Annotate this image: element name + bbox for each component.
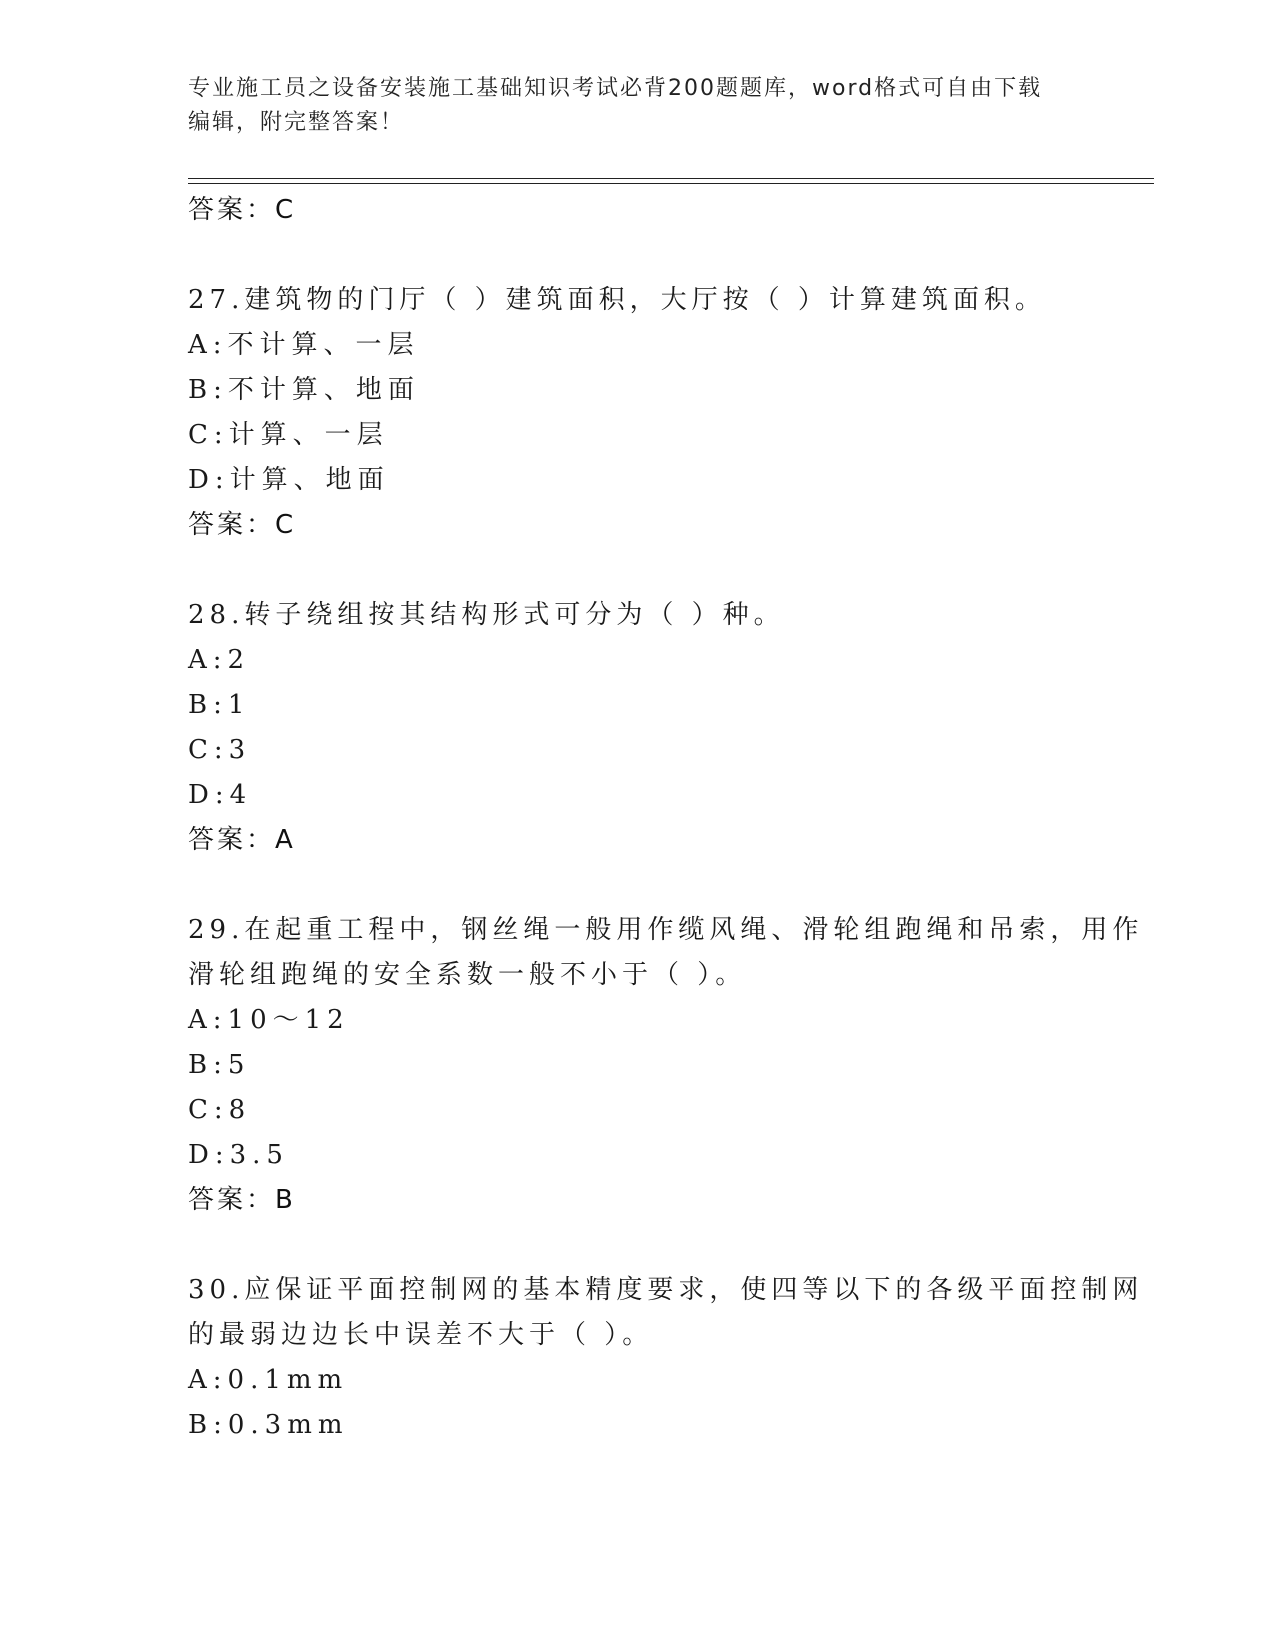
- header-title-line-1: 专业施工员之设备安装施工基础知识考试必背200题题库，word格式可自由下载: [188, 76, 1043, 101]
- question-29-stem-line-2: 滑轮组跑绳的安全系数一般不小于（ ）。: [188, 960, 747, 990]
- question-29-option-c: C:8: [188, 1095, 252, 1125]
- question-27-answer: 答案：C: [188, 510, 297, 540]
- header-rule-bottom: [188, 183, 1154, 184]
- question-30-stem-line-1: 30.应保证平面控制网的基本精度要求，使四等以下的各级平面控制网: [188, 1275, 1144, 1305]
- question-28-option-c: C:3: [188, 735, 252, 765]
- question-27-option-d: D:计算、地面: [188, 465, 390, 495]
- question-29-option-d: D:3.5: [188, 1140, 289, 1170]
- question-28-option-d: D:4: [188, 780, 253, 810]
- question-27-option-b: B:不计算、地面: [188, 375, 420, 405]
- question-29-answer: 答案：B: [188, 1185, 296, 1215]
- question-27-option-c: C:计算、一层: [188, 420, 389, 450]
- question-27-stem: 27.建筑物的门厅（ ）建筑面积，大厅按（ ）计算建筑面积。: [188, 285, 1046, 315]
- question-29-stem-line-1: 29.在起重工程中，钢丝绳一般用作缆风绳、滑轮组跑绳和吊索，用作: [188, 915, 1144, 945]
- question-30-stem-line-2: 的最弱边边长中误差不大于（ ）。: [188, 1320, 654, 1350]
- page-header: [188, 72, 1068, 140]
- question-29-option-b: B:5: [188, 1050, 251, 1080]
- question-28-answer: 答案：A: [188, 825, 296, 855]
- question-28-option-a: A:2: [188, 645, 251, 675]
- question-28-stem: 28.转子绕组按其结构形式可分为（ ）种。: [188, 600, 785, 630]
- question-29-option-a: A:10～12: [188, 1005, 350, 1035]
- question-30-option-a: A:0.1mm: [188, 1365, 349, 1395]
- header-rule-top: [188, 178, 1154, 179]
- question-30-option-b: B:0.3mm: [188, 1410, 349, 1440]
- question-27-option-a: A:不计算、一层: [188, 330, 420, 360]
- previous-answer: 答案：C: [188, 195, 297, 225]
- question-28-option-b: B:1: [188, 690, 251, 720]
- header-title-line-2: 编辑，附完整答案！: [188, 110, 405, 135]
